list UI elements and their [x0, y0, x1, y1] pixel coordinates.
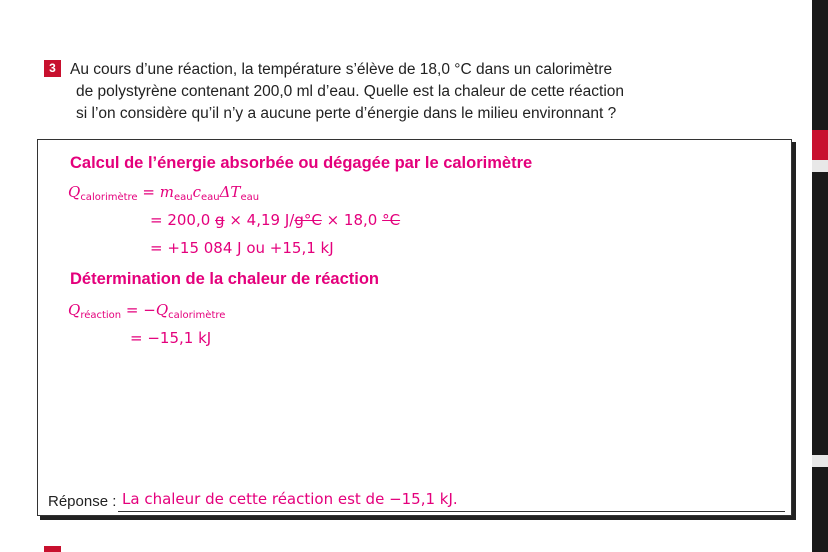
equation-reaction-heat [68, 301, 225, 321]
heading-calorimeter-energy: Calcul de l’énergie absorbée ou dégagée par le calorimètre [70, 154, 533, 172]
value-specific-heat: × 4,19 J/ [224, 211, 295, 229]
page-edge-gap-bottom [812, 455, 828, 467]
symbol-delta-t: ΔT [219, 183, 241, 201]
equals-sign: = [137, 183, 160, 201]
equation-substitution [150, 211, 400, 229]
question-line-2: de polystyrène contenant 200,0 ml d’eau. Quelle est la chaleur de cette réaction [76, 83, 625, 100]
subscript-calorimetre: calorimètre [80, 192, 138, 203]
page-edge-bar [812, 0, 828, 552]
question-text [70, 59, 710, 125]
value-mass: = 200,0 [150, 211, 216, 229]
value-temperature: × 18,0 [321, 211, 383, 229]
question-line-1: Au cours d’une réaction, la température s’élève de 18,0 °C dans un calorimètre [70, 61, 613, 78]
equation-result-energy: = +15 084 J ou +15,1 kJ [150, 239, 334, 257]
equation-final-value: = −15,1 kJ [130, 329, 212, 347]
next-question-badge [44, 546, 61, 552]
page-edge-gap-top [812, 160, 828, 172]
reponse-label: Réponse : [48, 493, 117, 510]
reponse-answer-text: La chaleur de cette réaction est de −15,1 kJ. [122, 490, 458, 508]
symbol-q: Q [68, 183, 81, 201]
symbol-q-calorimetre: Q [155, 301, 169, 319]
symbol-c: c [192, 183, 201, 201]
equation-heat-formula [68, 183, 259, 203]
heading-reaction-heat: Détermination de la chaleur de réaction [70, 270, 380, 288]
page-edge-red-tab [812, 130, 828, 160]
subscript-calorimetre-2: calorimètre [168, 310, 226, 321]
subscript-reaction: réaction [80, 310, 122, 321]
symbol-q-reaction: Q [68, 301, 81, 319]
question-line-3: si l’on considère qu’il n’y a aucune perte d’énergie dans le milieu environnant ? [76, 105, 617, 122]
question-number-badge: 3 [44, 60, 61, 77]
unit-g-cancelled: g [215, 211, 225, 229]
unit-g-degc-cancelled: g°C [294, 211, 322, 229]
subscript-eau-c: eau [200, 192, 220, 203]
reponse-underline [118, 511, 785, 512]
unit-degc-cancelled: °C [382, 211, 401, 229]
subscript-eau-m: eau [173, 192, 193, 203]
equals-minus: = − [121, 301, 156, 319]
subscript-eau-t: eau [240, 192, 260, 203]
symbol-m: m [159, 183, 174, 201]
